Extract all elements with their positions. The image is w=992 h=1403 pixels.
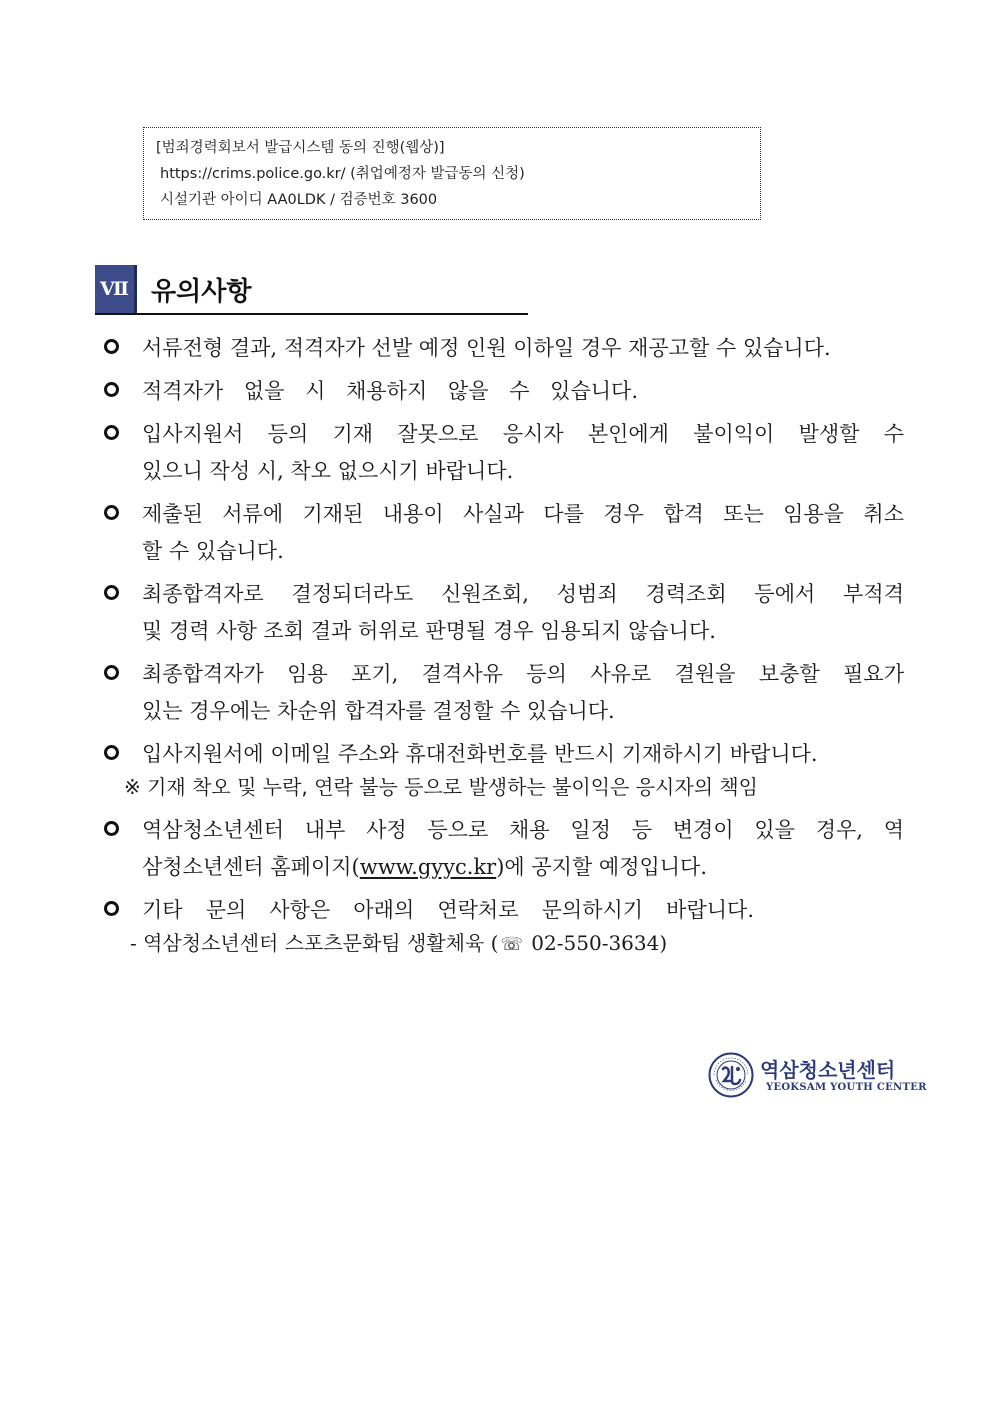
circle-bullet-icon	[104, 382, 119, 397]
list-item	[104, 496, 904, 570]
circle-bullet-icon	[104, 339, 119, 354]
contact-text: - 역삼청소년센터 스포츠문화팀 생활체육 (	[130, 931, 499, 955]
section-title: 유의사항	[151, 277, 252, 307]
item-text: 입사지원서 등의 기재 잘못으로 응시자 본인에게 불이익이 발생할 수	[142, 422, 904, 446]
section-number-badge: Ⅶ	[95, 265, 137, 313]
item-text: 적격자가 없을 시 채용하지 않을 수 있습니다.	[142, 379, 638, 403]
circle-bullet-icon	[104, 585, 119, 600]
circle-bullet-icon	[104, 425, 119, 440]
item-text-part: )에 공지할 예정입니다.	[496, 855, 708, 879]
center-name: 역삼청소년센터	[760, 1058, 896, 1082]
circle-bullet-icon	[104, 821, 119, 836]
item-text-cont: 할 수 있습니다.	[142, 539, 284, 563]
center-name-english: YEOKSAM YOUTH CENTER	[766, 1082, 927, 1093]
list-item	[104, 576, 904, 650]
list-item	[104, 330, 904, 367]
homepage-link[interactable]: www.gyyc.kr	[359, 855, 497, 879]
item-text-part: 삼청소년센터 홈페이지(	[142, 855, 360, 879]
notice-list	[104, 330, 904, 968]
center-logo	[708, 1052, 927, 1098]
item-text: 최종합격자가 임용 포기, 결격사유 등의 사유로 결원을 보충할 필요가	[142, 662, 904, 686]
item-text: 최종합격자로 결정되더라도 신원조회, 성범죄 경력조회 등에서 부적격	[142, 582, 904, 606]
notice-line-3: 시설기관 아이디 AA0LDK / 검증번호 3600	[160, 192, 438, 208]
circle-bullet-icon	[104, 505, 119, 520]
item-text-cont	[142, 849, 904, 886]
circle-bullet-icon	[104, 745, 119, 760]
center-emblem-icon	[708, 1052, 754, 1098]
item-footnote: ※ 기재 착오 및 누락, 연락 불능 등으로 발생하는 불이익은 응시자의 책임	[124, 775, 759, 799]
item-text-cont: 및 경력 사항 조회 결과 허위로 판명될 경우 임용되지 않습니다.	[142, 619, 716, 643]
item-text: 서류전형 결과, 적격자가 선발 예정 인원 이하일 경우 재공고할 수 있습니다.	[142, 336, 831, 360]
item-text-cont: 있는 경우에는 차순위 합격자를 결정할 수 있습니다.	[142, 699, 615, 723]
item-text: 기타 문의 사항은 아래의 연락처로 문의하시기 바랍니다.	[142, 898, 754, 922]
phone-icon: ☏	[500, 934, 523, 955]
list-item	[104, 736, 904, 773]
contact-number: 02-550-3634)	[524, 931, 668, 955]
list-item	[104, 812, 904, 886]
circle-bullet-icon	[104, 901, 119, 916]
contact-line	[104, 925, 904, 962]
section-header	[95, 265, 528, 315]
item-text: 제출된 서류에 기재된 내용이 사실과 다를 경우 합격 또는 임용을 취소	[142, 502, 904, 526]
item-text: 입사지원서에 이메일 주소와 휴대전화번호를 반드시 기재하시기 바랍니다.	[142, 742, 818, 766]
list-item	[104, 892, 904, 929]
item-text-cont: 있으니 작성 시, 착오 없으시기 바랍니다.	[142, 459, 514, 483]
list-item	[104, 373, 904, 410]
notice-line-1: [범죄경력회보서 발급시스템 동의 진행(웹상)]	[156, 140, 445, 156]
list-item	[104, 656, 904, 730]
notice-line-2: https://crims.police.go.kr/ (취업예정자 발급동의 신청)	[160, 166, 525, 182]
list-item	[104, 416, 904, 490]
criminal-record-notice-box	[143, 127, 761, 220]
circle-bullet-icon	[104, 665, 119, 680]
item-text: 역삼청소년센터 내부 사정 등으로 채용 일정 등 변경이 있을 경우, 역	[142, 818, 904, 842]
